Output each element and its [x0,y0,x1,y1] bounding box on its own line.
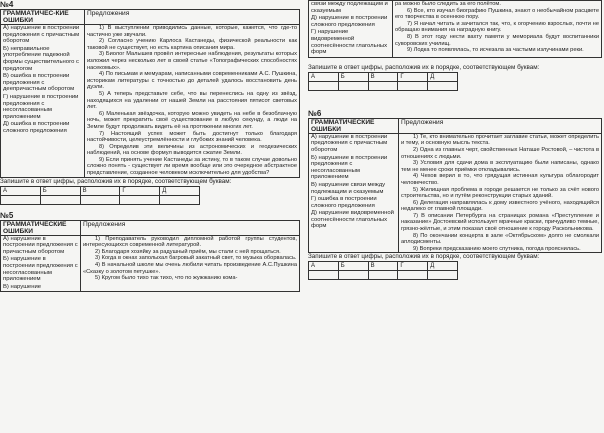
task4-answer-letter-a: А [1,186,41,195]
task4-answer-cell-d[interactable] [120,195,160,204]
task4-error-c: В) ошибка в построении предложения с деепричастным оборотом [3,73,75,93]
task4-sentence-5: 5) А теперь представьте себе, что вы перенеслись на одну из звёзд, находящихся на удалении от нашей Земли на расстояния пятисот световых лет. [87,90,297,111]
task5-sentence-5-cont: ра можно было следить за его полётом. [395,1,501,7]
task4-sentence-1: 1) В выступлении приводились данные, которые, кажется, что где-то частично уже звучали. [87,25,297,38]
task5-sentence-6: 6) Все, кто изучал биографию Пушкина, знают о необычайном расцвете его творчества в осеннюю пору. [395,7,599,21]
task4-answer-cell-a[interactable] [1,195,41,204]
task6-answer-cell-c[interactable] [368,271,398,280]
task4-errors [1,25,85,178]
task4-answer-cell-c[interactable] [80,195,120,204]
task6-sentence-5: 5) Жилищная проблема в городе решается не только за счёт нового строительства, но и путём реконструкции старых зданий. [401,186,599,200]
task4-answer-letter-b: Б [40,186,80,195]
task4-answer-letter-c: В [80,186,120,195]
task4-label: №4 [0,0,14,9]
task5-sentence-5: 5) Кругом было тихо так тихо, что по жужжанию кома- [95,275,238,282]
task6-answer-cell-e[interactable] [428,271,458,280]
task6-sentence-7: 7) В описании Петербурга на страницах романа «Преступление и наказание» Достоевский использует мрачные краски, причудливо темные, грязно-жёлтые, и этим показал своё отношение к городу Раскольникова. [401,212,599,233]
task4-error-e: Д) ошибка в построении сложного предложения [3,121,70,134]
right-column [308,0,602,280]
task6-sentence-3: 3) Условия для сдачи дома в эксплуатацию были написаны, однако тем не менее сроки приёмки откладывались. [401,160,599,173]
task5-col1-header: ГРАММАТИЧЕСКИЕ ОШИБКИ [1,220,81,235]
task5-answer-cell-a[interactable] [309,81,339,90]
task4-answer-cell-e[interactable] [160,195,200,204]
task6-answer-letter-e: Д [428,262,458,271]
task6-sentence-6: 6) Делегация направлялась к дому известного учёного, находящийся недалеко от главной площади. [401,199,599,213]
task6-sentence-2: 2) Одна из главных черт, свойственных Наташе Ростовой, – чистота в отношениях с людьми. [401,146,599,160]
task6-error-e: Д) нарушение видовременной соотнесённости глагольных форм [311,210,394,230]
task4-sentence-3: 3) Биолог Малышев провёл интересные наблюдения, результаты которых изложил через несколько лет в своей статье «Топографических способностях насекомых». [87,51,297,71]
task5-col2-header: Предложения [81,220,300,235]
task5-label: №5 [0,210,14,220]
task6-sentences [399,133,602,253]
task5-sentence-8: 8) В этот году нести вахту памяти у мемориала будут воспитанники суворовских училищ. [395,33,599,47]
task6-answer-cell-d[interactable] [398,271,428,280]
task6-sentence-4: 4) Чехов верил в то, что грядущая истинная культура облагородит человечество. [401,173,599,186]
task5-answer-letter-b: Б [338,72,368,81]
task6-answer-letter-a: А [309,262,339,271]
task4-col2-header: Предложения [85,10,300,25]
task6-errors [309,133,399,253]
task5-sentence-1: 1) Преподаватель руководил дипломной работой группы студентов, интересующихся современной литературой. [83,235,297,249]
task6-table [308,118,602,254]
task6-instruction: Запишите в ответ цифры, расположив их в порядке, соответствующем буквам: [308,253,540,261]
task6-answer-letter-b: Б [338,262,368,271]
task5-sentences [81,235,300,292]
task4-instruction: Запишите в ответ цифры, расположив их в порядке, соответствующем буквам: [0,177,232,185]
task5-error-c-cont: связи между подлежащим и сказуемым [311,1,388,14]
task5-error-d: Д) нарушение в построении сложного предложения [311,15,388,28]
task6-label: №6 [308,108,322,118]
task6-error-a: А) нарушение в построении предложения с причастным оборотом [311,133,388,153]
task5-answer-letter-a: А [309,72,339,81]
task5-sentence-2: 2) Благодаря хозяйку за радушный приём, мы стали с ней прощаться. [95,248,281,255]
task4-answer-table [0,186,200,205]
task5-answer-cell-b[interactable] [338,81,368,90]
task5-answer-cell-d[interactable] [398,81,428,90]
task4-sentences [85,25,300,178]
task6-sentence-1: 1) Те, кто внимательно прочитает заглавие статьи, может определить и тему, и основную мысль текста. [401,133,599,147]
task6-sentence-9: 9) Вопреки предсказанию моего спутника, погода прояснилась. [413,245,581,252]
task5-error-b: Б) нарушение в построении предложения с несогласованным приложением [3,256,78,283]
task4-col1-header: ГРАММАТИЧЕС-КИЕ ОШИБКИ [1,10,85,25]
left-column [0,0,300,292]
task4-answer-letter-e: Д [160,186,200,195]
task4-sentence-4: 4) По письмам и мемуарам, написанными современниками А.С. Пушкина, историкам литературы с точностью до деталей удалось восстановить день дуэли. [87,71,297,91]
task5-continued-sentences [393,1,602,58]
task4-sentence-6: 6) Маленькая звёздочка, которую можно увидеть на небе в безоблачную ночь, может прекратить своё существование в любую секунду, а люди на Земле будут продолжать видеть её на протяжении многих лет. [87,110,297,130]
task5-table [0,220,300,293]
task6-error-d: Г) ошибка в построении сложного предложения [311,196,377,209]
task4-sentence-2: 2) Согласно учению Карлоса Кастанеды, физической реальности как таковой не существует, но есть картина описания мира. [87,38,297,51]
task4-sentence-9: 9) Если принять учение Кастанеды за истину, то в таком случае довольно сложно понять - существует ли время вообще или это очередное абстрактное представление, созданное человеком исключительно для удобства? [87,156,297,177]
task5-answer-table [308,72,458,91]
task5-sentence-3: 3) Когда в окнах заполыхал багровый закатный свет, то музыка оборвалась. [95,255,297,262]
task4-error-b: Б) неправильное употребление падежной формы существительного с предлогом [3,45,79,72]
task6-col2-header: Предложения [399,118,602,133]
task5-sentence-4: 4) В начальной школе мы очень любили читать произведение А.С.Пушкина «Сказку о золотом петушке». [83,262,297,275]
task6-error-b: Б) нарушение в построении предложения с несогласованным приложением [311,154,388,181]
task5-instruction: Запишите в ответ цифры, расположив их в порядке, соответствующем буквам: [308,63,540,71]
task4-answer-letter-d: Г [120,186,160,195]
task5-sentence-7: 7) Я начал читать и зачитался так, что, к огорчению взрослых, почти не обращаю внимания на наградную книгу. [395,20,599,34]
task5-answer-letter-c: В [368,72,398,81]
task5-errors [1,235,81,292]
task5-answer-letter-e: Д [428,72,458,81]
task4-sentence-8: 8) Определив эти величины из астрономических и геодезических наблюдений, на основе формул выводится сжатие Земли. [87,143,297,157]
task4-error-a: А) нарушение в построении предложения с причастным оборотом [3,25,80,45]
task5-answer-cell-c[interactable] [368,81,398,90]
task5-sentence-9: 9) Лодка то появлялась, то исчезала за частыми излучинами реки. [407,47,584,54]
task5-error-e: Г) нарушение видовременной соотнесённости глагольных форм [311,29,388,56]
task4-table [0,9,300,178]
task6-answer-letter-d: Г [398,262,428,271]
task6-answer-cell-a[interactable] [309,271,339,280]
task6-answer-letter-c: В [368,262,398,271]
task5-answer-letter-d: Г [398,72,428,81]
task6-error-c: В) нарушение связи между подлежащим и сказуемым [311,181,386,195]
task5-answer-cell-e[interactable] [428,81,458,90]
task4-sentence-7: 7) Настоящий успех может быть достигнут только благодаря настойчивости, целеустремлённости и глубоких знаний человека. [87,130,297,144]
task6-col1-header: ГРАММАТИЧЕСКИЕ ОШИБКИ [309,118,399,133]
task4-answer-cell-b[interactable] [40,195,80,204]
task6-sentence-8: 8) По окончании концерта в зале «Октябрьском» долго не смолкали аплодисменты. [401,232,599,246]
task5-error-a: А) нарушение в построении предложения с причастным оборотом [3,235,78,255]
task4-error-d: Г) нарушение в построении предложения с несогласованным приложением [3,93,79,120]
task6-answer-cell-b[interactable] [338,271,368,280]
task5-continued-table [308,0,602,58]
task6-answer-table [308,261,458,280]
task5-continued-errors [309,1,393,58]
task5-error-c: В) нарушение [3,283,42,290]
